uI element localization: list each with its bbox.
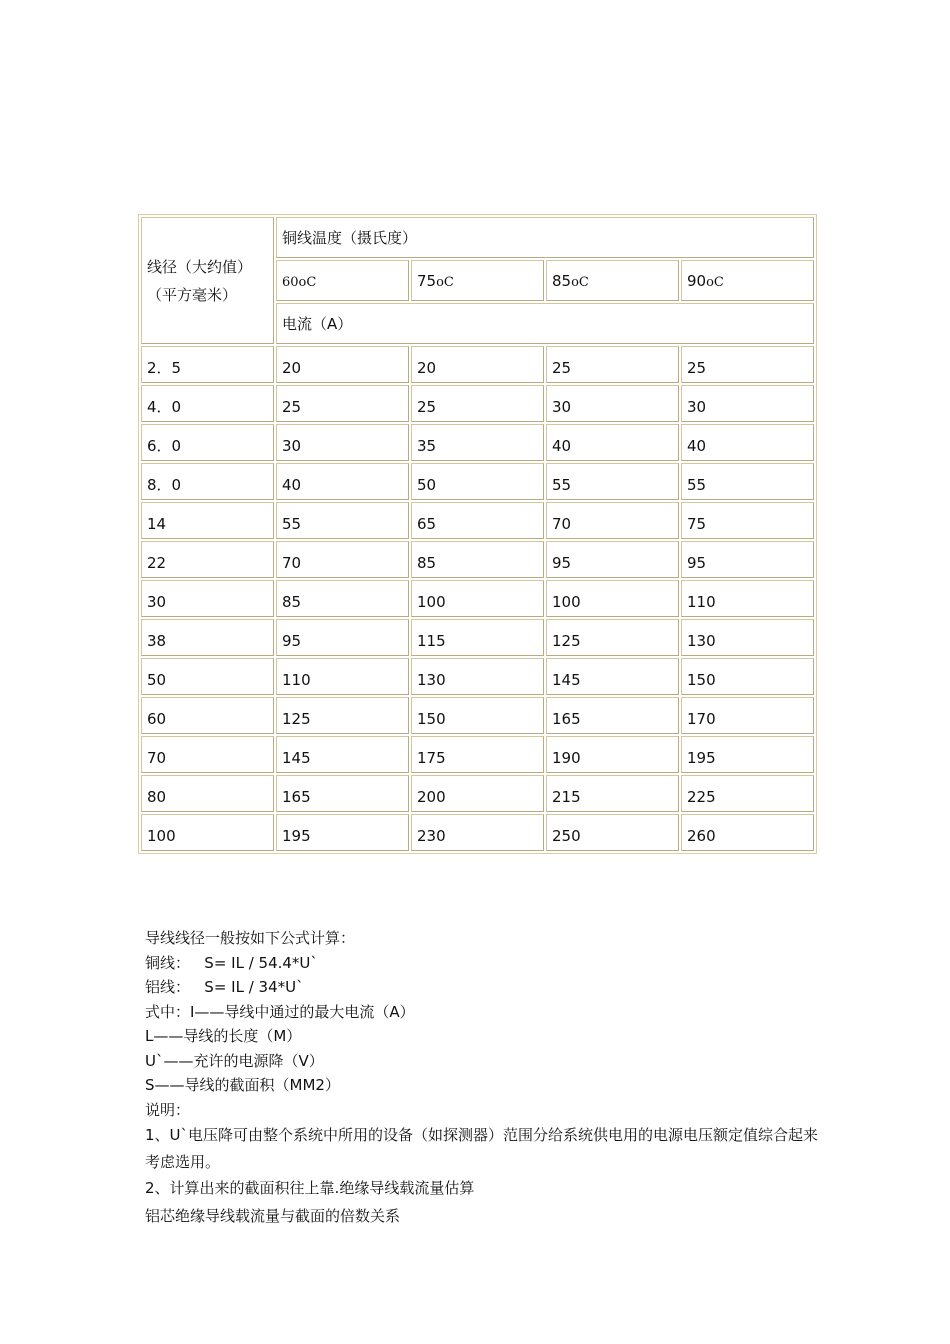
wire-size-cell: 6．0 [141,424,274,461]
current-cell: 165 [276,775,409,812]
current-cell: 75 [681,502,814,539]
wire-size-cell: 80 [141,775,274,812]
wire-size-cell: 2．5 [141,346,274,383]
table-row [141,541,814,578]
current-cell: 130 [411,658,544,695]
temp-value: 75 [417,271,437,290]
explain-heading: 说明： [145,1100,191,1119]
current-cell: 145 [546,658,679,695]
current-cell: 170 [681,697,814,734]
current-cell: 95 [276,619,409,656]
temp-unit: oC [298,274,317,290]
current-cell: 65 [411,502,544,539]
table-row [141,619,814,656]
current-cell: 225 [681,775,814,812]
current-cell: 230 [411,814,544,851]
current-cell: 125 [546,619,679,656]
temp-value: 85 [552,271,572,290]
current-capacity-table [138,214,817,854]
current-cell: 110 [681,580,814,617]
table-row [141,346,814,383]
temp-col-85 [546,260,679,301]
size-header-line2: （平方毫米） [147,285,238,304]
definition-s: S——导线的截面积（MM2） [145,1076,340,1094]
current-cell: 55 [546,463,679,500]
current-cell: 110 [276,658,409,695]
wire-size-cell: 30 [141,580,274,617]
table-row [141,463,814,500]
temp-header: 铜线温度（摄氏度） [276,217,814,258]
current-cell: 200 [411,775,544,812]
table-row [141,658,814,695]
current-cell: 55 [681,463,814,500]
current-cell: 25 [546,346,679,383]
current-cell: 40 [276,463,409,500]
temp-value: 90 [687,271,707,290]
table-row [141,580,814,617]
temp-value: 60 [282,274,299,290]
current-cell: 175 [411,736,544,773]
current-cell: 35 [411,424,544,461]
temp-unit: oC [436,274,454,290]
current-cell: 40 [681,424,814,461]
table-row [141,502,814,539]
temp-col-60 [276,260,409,301]
wire-size-cell: 8．0 [141,463,274,500]
formula-copper: 铜线： S= IL / 54.4*U` [145,953,318,972]
current-cell: 55 [276,502,409,539]
definition-l: L——导线的长度（M） [145,1027,302,1045]
temp-unit: oC [706,274,724,290]
table-row [141,385,814,422]
formula-aluminum: 铝线： S= IL / 34*U` [145,978,304,996]
current-cell: 40 [546,424,679,461]
notes-intro: 导线线径一般按如下公式计算： [145,929,356,947]
current-cell: 130 [681,619,814,656]
wire-size-cell: 100 [141,814,274,851]
wire-size-cell: 14 [141,502,274,539]
wire-size-cell: 38 [141,619,274,656]
table-row [141,697,814,734]
current-cell: 30 [681,385,814,422]
table-row [141,424,814,461]
current-cell: 195 [276,814,409,851]
current-cell: 30 [546,385,679,422]
wire-size-cell: 70 [141,736,274,773]
wire-size-cell: 4．0 [141,385,274,422]
current-cell: 145 [276,736,409,773]
definition-u: U`——充许的电源降（V） [145,1051,324,1070]
current-cell: 150 [681,658,814,695]
current-cell: 195 [681,736,814,773]
current-cell: 95 [681,541,814,578]
current-cell: 20 [276,346,409,383]
current-cell: 25 [411,385,544,422]
wire-size-cell: 60 [141,697,274,734]
current-header: 电流（A） [276,303,814,344]
current-cell: 95 [546,541,679,578]
current-cell: 70 [276,541,409,578]
current-cell: 115 [411,619,544,656]
current-cell: 190 [546,736,679,773]
current-cell: 215 [546,775,679,812]
size-header-cell [141,217,274,344]
current-cell: 85 [276,580,409,617]
table-row [141,775,814,812]
size-header-line1: 线径（大约值） [147,257,253,276]
wire-size-cell: 22 [141,541,274,578]
table-row [141,814,814,851]
current-cell: 50 [411,463,544,500]
current-cell: 260 [681,814,814,851]
current-cell: 165 [546,697,679,734]
current-cell: 70 [546,502,679,539]
current-cell: 25 [276,385,409,422]
current-cell: 85 [411,541,544,578]
temp-unit: oC [571,274,589,290]
temp-col-90 [681,260,814,301]
current-cell: 25 [681,346,814,383]
point-1: 1、U`电压降可由整个系统中所用的设备（如探测器）范围分给系统供电用的电源电压额定值综合起来考虑选用。 [145,1126,819,1171]
current-cell: 30 [276,424,409,461]
current-cell: 150 [411,697,544,734]
current-cell: 125 [276,697,409,734]
point-2: 2、计算出来的截面积往上靠.绝缘导线载流量估算 [145,1179,475,1197]
current-cell: 20 [411,346,544,383]
current-cell: 100 [546,580,679,617]
table-body [141,346,814,851]
current-cell: 250 [546,814,679,851]
table-row [141,736,814,773]
notes [145,926,825,1228]
wire-size-cell: 50 [141,658,274,695]
temp-col-75 [411,260,544,301]
definition-i: 式中：I——导线中通过的最大电流（A） [145,1002,415,1021]
current-cell: 100 [411,580,544,617]
last-line: 铝芯绝缘导线载流量与截面的倍数关系 [145,1206,401,1225]
